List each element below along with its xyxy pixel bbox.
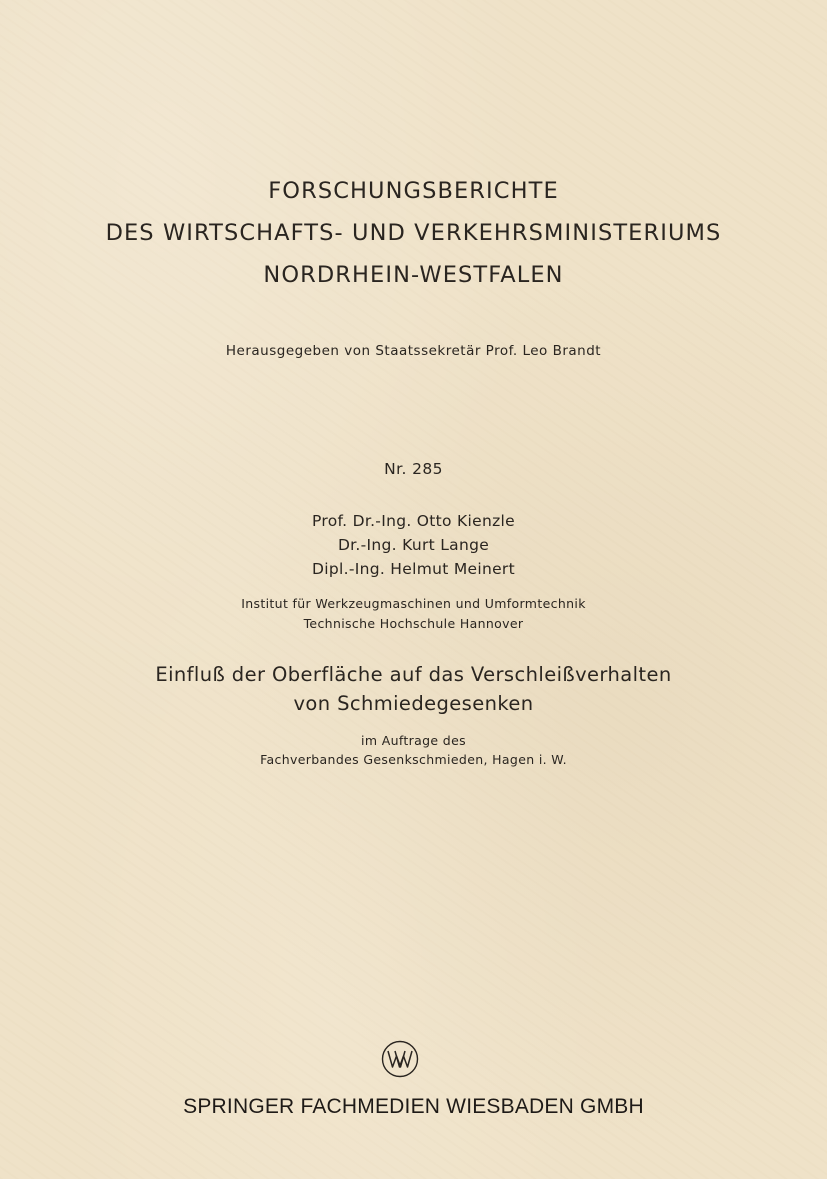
editor-line: Herausgegeben von Staatssekretär Prof. Leo Brandt [225, 343, 602, 359]
series-title-line-1: FORSCHUNGSBERICHTE [268, 178, 559, 204]
commission-line-1: im Auftrage des [361, 733, 466, 748]
report-title-line-2: von Schmiedegesenken [293, 692, 534, 715]
author-1: Prof. Dr.-Ing. Otto Kienzle [312, 512, 515, 530]
author-3: Dipl.-Ing. Helmut Meinert [312, 560, 515, 578]
institute-line-1: Institut für Werkzeugmaschinen und Umformtechnik [241, 596, 586, 611]
series-title-line-3: NORDRHEIN-WESTFALEN [263, 262, 564, 288]
series-title-line-2: DES WIRTSCHAFTS- UND VERKEHRSMINISTERIUMS [105, 220, 722, 246]
commission-line-2: Fachverbandes Gesenkschmieden, Hagen i. W. [260, 752, 567, 767]
publisher-name: SPRINGER FACHMEDIEN WIESBADEN GMBH [183, 1095, 644, 1118]
institute-line-2: Technische Hochschule Hannover [303, 616, 524, 631]
report-number: Nr. 285 [384, 460, 443, 478]
report-title-line-1: Einfluß der Oberfläche auf das Verschleißverhalten [155, 663, 672, 686]
author-2: Dr.-Ing. Kurt Lange [337, 536, 490, 554]
springer-ww-logo-icon [381, 1040, 419, 1078]
